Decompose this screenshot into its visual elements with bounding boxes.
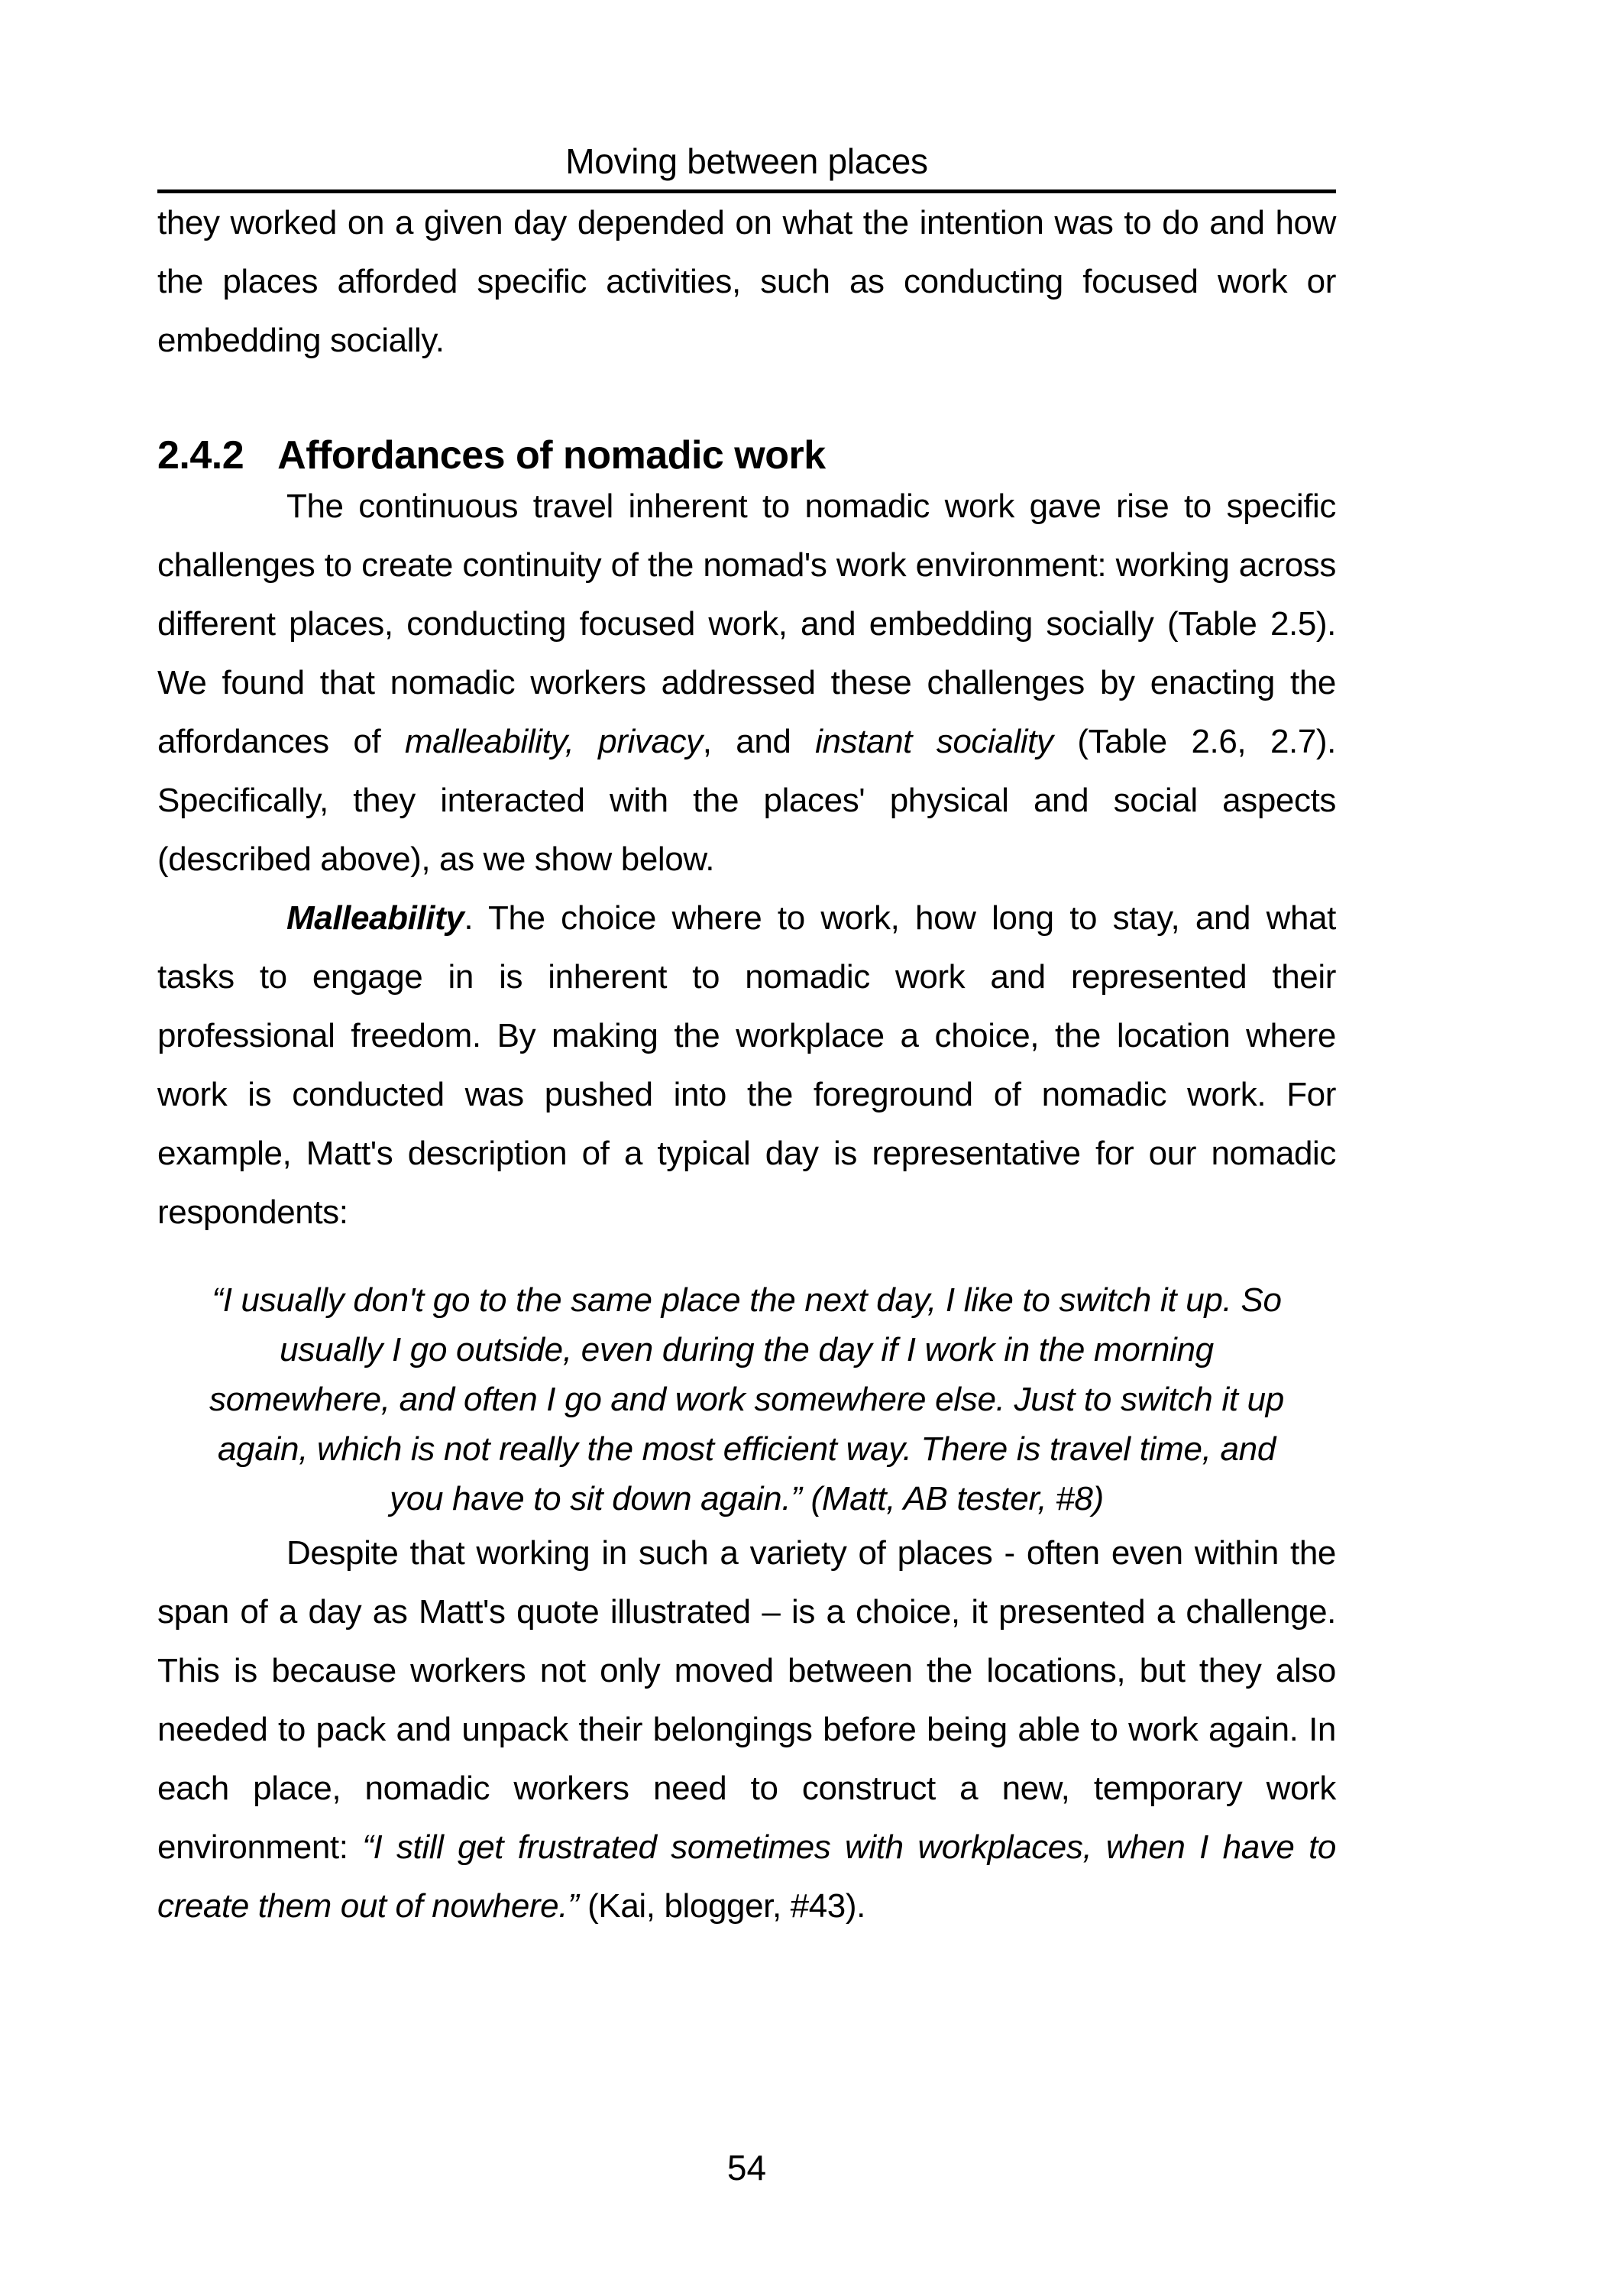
section-number: 2.4.2 <box>157 433 244 478</box>
paragraph-malleability: Malleability. The choice where to work, how long to stay, and what tasks to engage in is inherent to nomadic work and represented their professional freedom. By making the workplace a choice, the location where work is conducted was pushed into the foreground of nomadic work. For example, Matt's description of a typical day is representative for our nomadic respondents: <box>157 899 1336 1231</box>
paragraph-intro: they worked on a given day depended on what the intention was to do and how the places afforded specific activities, such as conducting focused work or embedding socially. <box>157 204 1336 359</box>
block-quote: “I usually don't go to the same place the next day, I like to switch it up. So usually I go outside, even during the day if I work in the morning somewhere, and often I go and work somewhere else. Just to switch it up again, which is not really the most efficient way. There is travel time, and you have to sit down again.” (Matt, AB tester, #8) <box>209 1281 1284 1517</box>
running-header: Moving between places <box>565 141 928 181</box>
paragraph-continuous-travel: The continuous travel inherent to nomadic work gave rise to specific challenges to create continuity of the nomad's work environment: working across different places, conducting focused work, and embedding socially (Table 2.5). We found that nomadic workers addressed these challenges by enacting the affordances of malleability, privacy, and instant sociality (Table 2.6, 2.7). Specifically, they interacted with the places' physical and social aspects (described above), as we show below. <box>157 487 1336 878</box>
text-column <box>0 142 1624 1935</box>
page-number: 54 <box>726 2148 767 2188</box>
section-title: Affordances of nomadic work <box>277 433 826 478</box>
paragraph-despite: Despite that working in such a variety of places - often even within the span of a day as Matt's quote illustrated – is a choice, it presented a challenge. This is because workers not only moved between the locations, but they also needed to pack and unpack their belongings before being able to work again. In each place, nomadic workers need to construct a new, temporary work environment: “I still get frustrated sometimes with workplaces, when I have to create them out of nowhere.” (Kai, blogger, #43). <box>157 1534 1336 1925</box>
section-heading <box>157 434 1336 477</box>
